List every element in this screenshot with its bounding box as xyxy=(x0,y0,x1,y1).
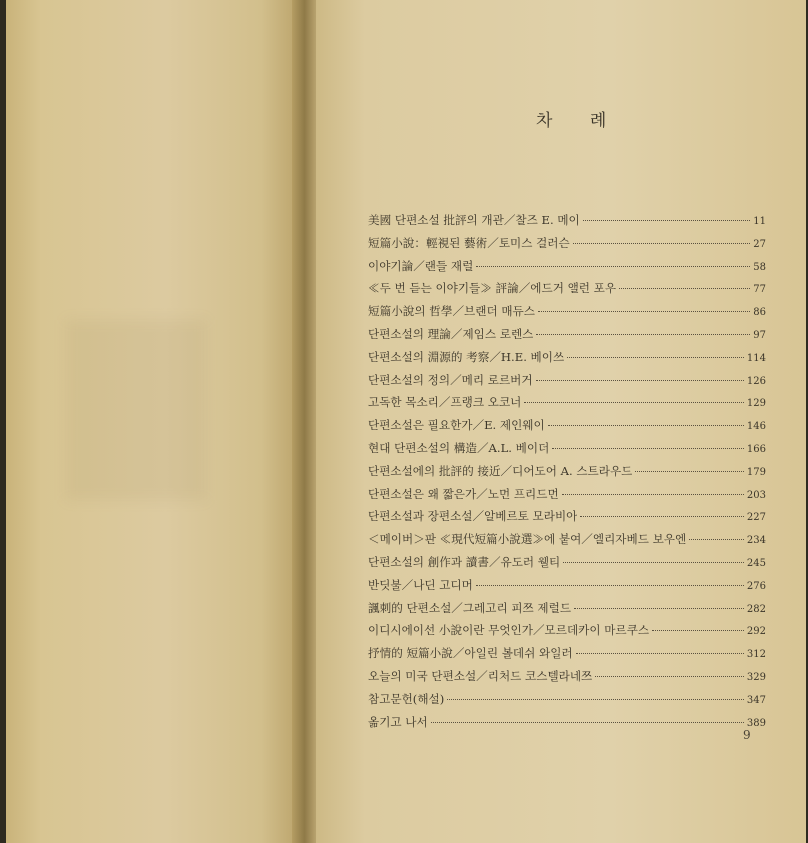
toc-entry-title: 美國 단편소설 批評의 개관／찰즈 E. 메이 xyxy=(368,213,580,227)
toc-entry-title: 단편소설은 왜 짧은가／노먼 프리드먼 xyxy=(368,486,559,501)
toc-entry xyxy=(368,531,766,554)
leader-dots xyxy=(447,699,744,700)
toc-entry-title: 단편소설은 필요한가／E. 제인웨이 xyxy=(368,418,545,433)
toc-entry xyxy=(368,600,766,623)
leader-dots xyxy=(567,357,744,358)
toc-entry xyxy=(368,212,766,235)
toc-entry-page: 114 xyxy=(746,352,766,364)
toc-entry xyxy=(368,440,766,463)
toc-entry xyxy=(368,235,766,258)
leader-dots xyxy=(536,334,750,335)
toc-entry xyxy=(368,326,766,349)
leader-dots xyxy=(562,494,744,495)
toc-entry xyxy=(368,303,766,326)
toc-entry-page: 347 xyxy=(746,694,766,706)
leader-dots xyxy=(652,630,744,631)
toc-entry-page: 389 xyxy=(746,717,766,729)
toc-entry-title: 참고문헌(해설) xyxy=(368,691,445,706)
toc-entry-page: 129 xyxy=(746,398,766,410)
leader-dots xyxy=(583,220,751,221)
toc-entry-page: 292 xyxy=(746,626,766,638)
toc-entry-title: 고독한 목소리／프랭크 오코너 xyxy=(368,395,522,410)
leader-dots xyxy=(563,562,744,563)
leader-dots xyxy=(552,448,744,449)
leader-dots xyxy=(548,425,744,426)
toc-entry-page: 245 xyxy=(746,557,766,569)
page-number: 9 xyxy=(743,728,751,742)
toc-entry-page: 11 xyxy=(753,216,766,227)
toc-entry xyxy=(368,622,766,645)
toc-entry xyxy=(368,417,766,440)
leader-dots xyxy=(476,585,744,586)
leader-dots xyxy=(476,266,750,267)
toc-entry-page: 166 xyxy=(746,443,766,455)
toc-entry-title: 이야기論／랜들 재럴 xyxy=(368,258,474,273)
toc-entry-page: 86 xyxy=(753,307,766,319)
toc-list xyxy=(368,212,766,736)
toc-entry-page: 282 xyxy=(746,603,766,615)
toc-entry xyxy=(368,372,766,395)
toc-entry xyxy=(368,349,766,372)
toc-entry-title: 단편소설의 創作과 讀書／유도러 웰티 xyxy=(368,554,561,569)
toc-entry-title: 단편소설의 理論／제임스 로렌스 xyxy=(368,326,534,341)
toc-entry-page: 58 xyxy=(753,261,766,273)
leader-dots xyxy=(573,243,751,244)
toc-entry-title: 이디시에이선 小說이란 무엇인가／모르데카이 마르쿠스 xyxy=(368,623,650,638)
toc-entry-page: 329 xyxy=(746,671,766,683)
leader-dots xyxy=(595,676,744,677)
toc-entry-title: ＜메이버＞판 ≪現代短篇小說選≫에 붙여／엘리자베드 보우엔 xyxy=(368,532,687,547)
toc-entry xyxy=(368,463,766,486)
toc-entry-title: 抒情的 短篇小說／아일린 볼데쉬 와일러 xyxy=(368,646,573,661)
toc-entry-page: 27 xyxy=(753,238,766,250)
leader-dots xyxy=(580,516,744,517)
toc-entry xyxy=(368,486,766,509)
leader-dots xyxy=(431,722,744,723)
toc-entry-page: 312 xyxy=(746,649,766,661)
toc-entry-title: 현대 단편소설의 構造／A.L. 베이더 xyxy=(368,440,550,455)
toc-entry-title: ≪두 번 듣는 이야기들≫ 評論／에드거 앨런 포우 xyxy=(368,281,617,296)
toc-title: 차 례 xyxy=(536,111,623,131)
toc-entry xyxy=(368,577,766,600)
toc-entry xyxy=(368,691,766,714)
leader-dots xyxy=(538,311,750,312)
toc-entry-page: 276 xyxy=(746,580,766,592)
leader-dots xyxy=(689,539,744,540)
leader-dots xyxy=(536,380,744,381)
toc-entry-title: 옮기고 나서 xyxy=(368,714,428,729)
toc-entry-title: 단편소설과 장편소설／알베르토 모라비아 xyxy=(368,509,578,524)
toc-entry-page: 97 xyxy=(753,329,766,341)
leader-dots xyxy=(635,471,744,472)
toc-entry-title: 단편소설의 정의／메리 로르버거 xyxy=(368,372,533,387)
toc-entry-title: 단편소설의 淵源的 考察／H.E. 베이쓰 xyxy=(368,349,565,364)
toc-entry-title: 諷刺的 단편소설／그레고리 피쯔 제럴드 xyxy=(368,600,572,615)
toc-entry-title: 短篇小說의 哲學／브랜더 매듀스 xyxy=(368,304,535,319)
toc-entry-title: 단편소설에의 批評的 接近／디어도어 A. 스트라우드 xyxy=(368,463,633,478)
toc-entry-page: 146 xyxy=(746,421,766,433)
toc-entry xyxy=(368,280,766,303)
toc-entry-title: 반딧불／나딘 고디머 xyxy=(368,577,473,592)
toc-entry xyxy=(368,554,766,577)
leader-dots xyxy=(619,288,750,289)
toc-entry xyxy=(368,258,766,281)
leader-dots xyxy=(524,402,744,403)
toc-entry xyxy=(368,645,766,668)
toc-entry-page: 234 xyxy=(746,535,766,547)
toc-entry-title: 短篇小說：輕視된 藝術／토미스 걸러슨 xyxy=(368,235,570,250)
toc-entry xyxy=(368,394,766,417)
toc-entry xyxy=(368,714,766,737)
toc-entry-page: 126 xyxy=(746,375,766,387)
leader-dots xyxy=(576,653,744,654)
leader-dots xyxy=(574,608,744,609)
toc-entry-page: 203 xyxy=(746,489,766,501)
toc-entry-page: 77 xyxy=(753,284,766,296)
left-page xyxy=(6,0,296,843)
toc-entry xyxy=(368,508,766,531)
toc-entry-page: 227 xyxy=(746,512,766,524)
toc-entry-title: 오늘의 미국 단편소설／리처드 코스텔라네쯔 xyxy=(368,668,593,683)
toc-entry-page: 179 xyxy=(746,466,766,478)
toc-entry xyxy=(368,668,766,691)
